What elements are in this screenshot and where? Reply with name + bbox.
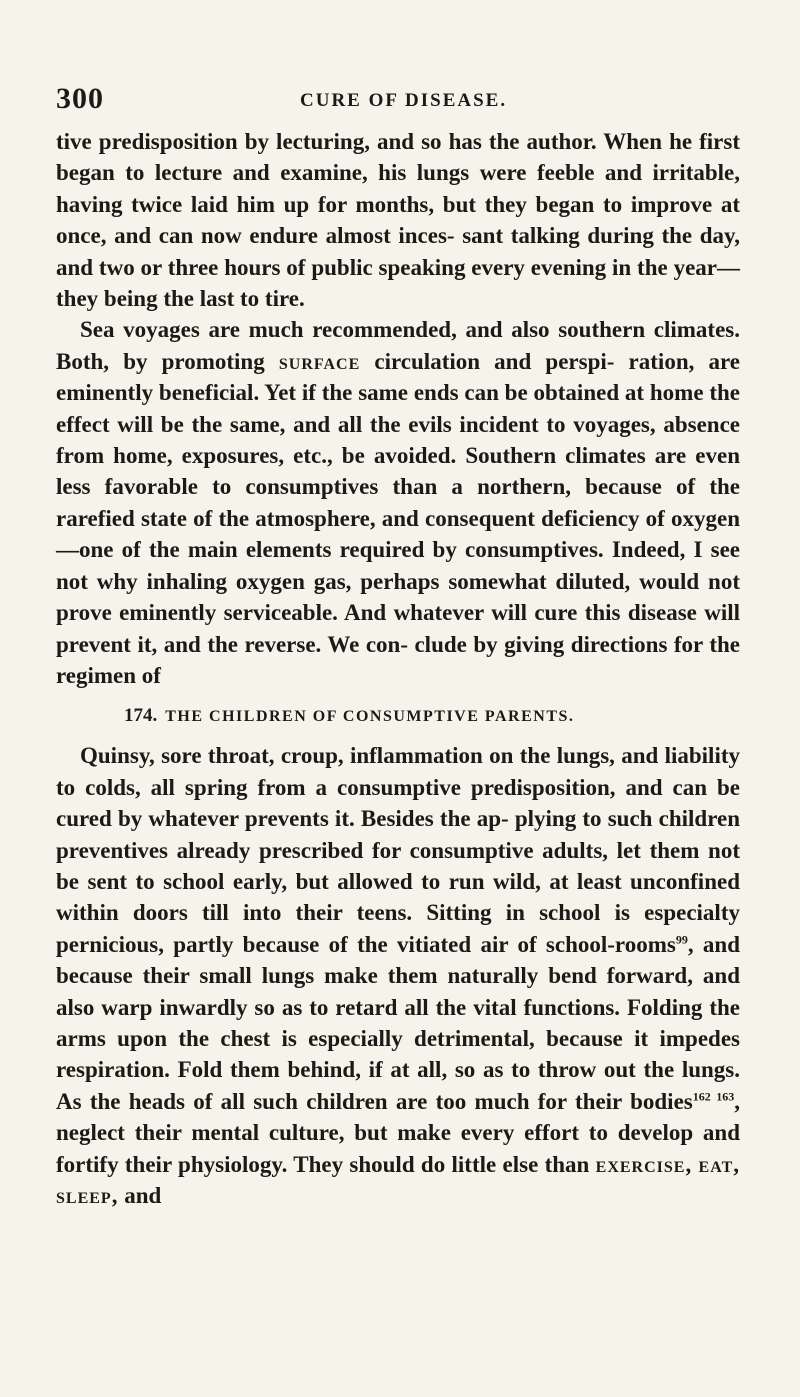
paragraph-3 [56,740,740,1211]
running-title: CURE OF DISEASE. [300,90,508,111]
paragraph-2-part-1: Sea voyages are much recommended, and also southern climates. Both, by promoting [56,317,740,374]
paragraph-1-text: tive predisposition by lecturing, and so has the author. When he first began to lecture and examine, his lungs were feeble and irritable, having twice laid him up for months, but they began to improve at once, and can now endure almost inces- sant talking during the day, and two or three hours of public speaking every evening in the year—they being the last to tire. [56,129,740,312]
paragraph-2-part-2: circulation and perspi- ration, are eminently beneficial. Yet if the same ends can be obtained at home the effect will be the same, and all the evils incident to voyages, absence from home, exposures, etc., be avoided. Southern climates are even less favorable to consumptives than a northern, because of the rarefied state of the atmosphere, and consequent deficiency of oxygen—one of the main elements required by consumptives. Indeed, I see not why inhaling oxygen gas, perhaps somewhat diluted, would not prove eminently serviceable. And whatever will cure this disease will prevent it, and the reverse. We con- clude by giving directions for the regimen of [56,348,741,688]
emphasis-eat: eat, [698,1151,740,1177]
emphasis-exercise: exercise, [595,1151,693,1177]
paragraph-3-part-4: and [124,1183,162,1208]
footnote-ref-99: 99 [675,932,688,947]
page-number: 300 [56,82,104,115]
section-number: 174. [124,705,158,727]
paragraph-3-part-3: , neglect their mental culture, but make every effort to develop and fortify their physiology. They should do little else than [56,1088,740,1177]
section-heading [56,705,740,728]
body-text [56,126,740,1211]
running-head [56,82,746,118]
paragraph-2 [56,314,740,691]
emphasis-surface: surface [278,348,361,374]
paragraph-1 [56,126,740,314]
footnote-ref-162-163: 162 163 [692,1089,735,1104]
paragraph-3-part-1: Quinsy, sore throat, croup, inflammation on the lungs, and liability to colds, all spring from a consumptive predisposition, and can be cured by whatever prevents it. Besides the ap- plying to such children preventives already prescribed for consumptive adults, let them not be sent to school early, but allowed to run wild, at least unconfined within doors till into their teens. Sitting in school is especialty pernicious, partly because of the vitiated air of school-rooms [56,743,740,957]
emphasis-sleep: sleep, [56,1183,119,1208]
section-title: THE CHILDREN OF CONSUMPTIVE PARENTS. [165,708,575,726]
paragraph-3-part-2: , and because their small lungs make them naturally bend forward, and also warp inwardly so as to retard all the vital functions. Folding the arms upon the chest is especially detrimental, because it impedes respiration. Fold them behind, if at all, so as to throw out the lungs. As the heads of all such children are too much for their bodies [56,931,740,1114]
